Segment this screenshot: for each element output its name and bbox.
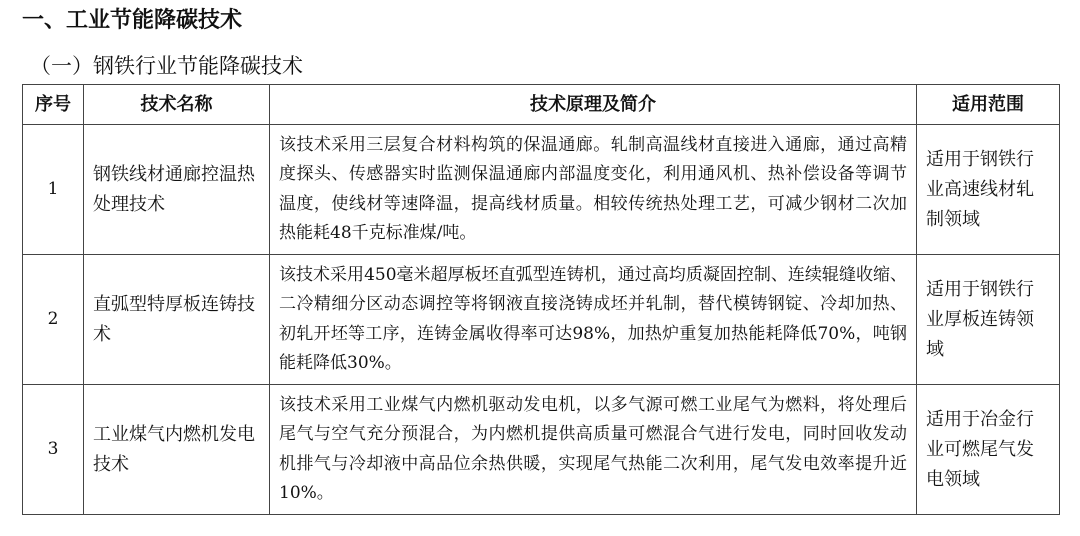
row-number: 2	[23, 255, 84, 385]
header-tech-name: 技术名称	[84, 85, 270, 125]
header-scope: 适用范围	[917, 85, 1060, 125]
tech-description: 该技术采用工业煤气内燃机驱动发电机，以多气源可燃工业尾气为燃料，将处理后尾气与空气充分预混合，为内燃机提供高质量可燃混合气进行发电，同时回收发动机排气与冷却液中高品位余热供暖，实现尾气热能二次利用，尾气发电效率提升近10%。	[270, 385, 917, 515]
header-number: 序号	[23, 85, 84, 125]
table-row	[23, 125, 1060, 255]
table-header-row	[23, 85, 1060, 125]
subsection-heading: （一）钢铁行业节能降碳技术	[30, 54, 303, 78]
tech-description: 该技术采用450毫米超厚板坯直弧型连铸机，通过高均质凝固控制、连续辊缝收缩、二冷精细分区动态调控等将钢液直接浇铸成坯并轧制，替代模铸钢锭、冷却加热、初轧开坯等工序，连铸金属收得率可达98%，加热炉重复加热能耗降低70%，吨钢能耗降低30%。	[270, 255, 917, 385]
row-number: 1	[23, 125, 84, 255]
tech-description: 该技术采用三层复合材料构筑的保温通廊。轧制高温线材直接进入通廊，通过高精度探头、传感器实时监测保温通廊内部温度变化，利用通风机、热补偿设备等调节温度，使线材等速降温，提高线材质量。相较传统热处理工艺，可减少钢材二次加热能耗48千克标准煤/吨。	[270, 125, 917, 255]
tech-name: 直弧型特厚板连铸技术	[84, 255, 270, 385]
section-heading: 一、工业节能降碳技术	[22, 8, 243, 33]
header-principle: 技术原理及简介	[270, 85, 917, 125]
technology-table	[22, 84, 1060, 515]
tech-name: 钢铁线材通廊控温热处理技术	[84, 125, 270, 255]
tech-scope: 适用于钢铁行业厚板连铸领域	[917, 255, 1060, 385]
row-number: 3	[23, 385, 84, 515]
tech-name: 工业煤气内燃机发电技术	[84, 385, 270, 515]
tech-scope: 适用于钢铁行业高速线材轧制领域	[917, 125, 1060, 255]
tech-scope: 适用于冶金行业可燃尾气发电领域	[917, 385, 1060, 515]
table-row	[23, 385, 1060, 515]
table-row	[23, 255, 1060, 385]
